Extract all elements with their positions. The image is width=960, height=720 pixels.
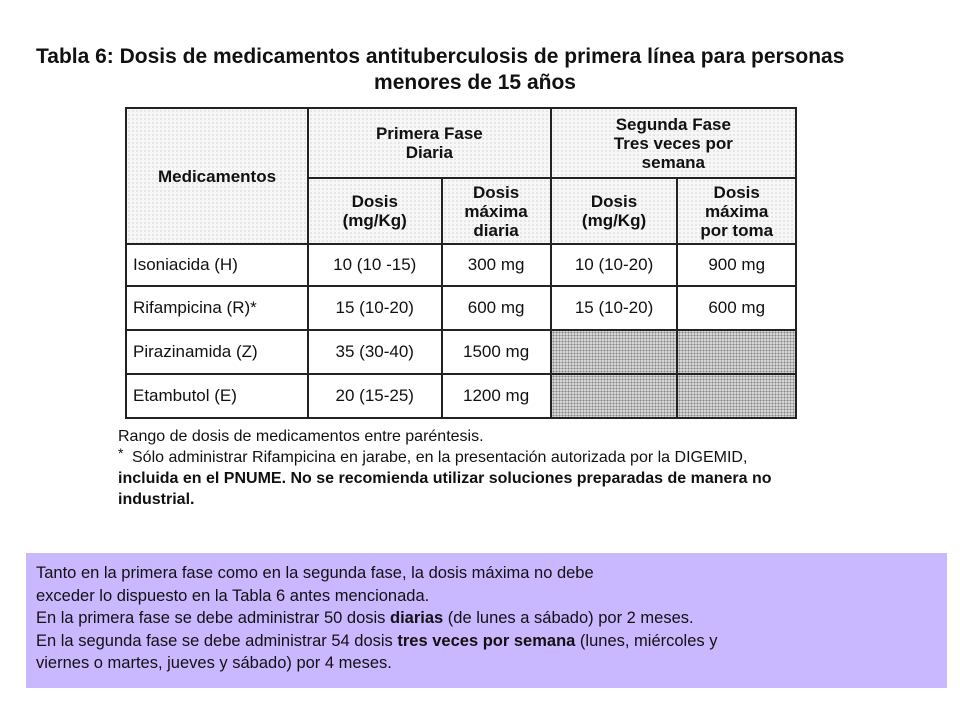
drug-name: Etambutol (E) xyxy=(126,374,308,418)
note-rifampicina xyxy=(118,447,933,468)
max-phase1: 600 mg xyxy=(442,286,551,330)
max-phase1: 300 mg xyxy=(442,244,551,286)
shaded-cell xyxy=(677,374,796,418)
header-primera-fase: Primera Fase Diaria xyxy=(308,108,551,178)
header-segunda-fase: Segunda Fase Tres veces por semana xyxy=(551,108,796,178)
header-dosis-2: Dosis (mg/Kg) xyxy=(551,178,678,244)
dose-phase1: 20 (15-25) xyxy=(308,374,442,418)
summary-line-4: En la segunda fase se debe administrar 54 dosis tres veces por semana (lunes, miércoles y xyxy=(36,631,718,650)
table-row xyxy=(126,330,796,374)
summary-line-1: Tanto en la primera fase como en la segunda fase, la dosis máxima no debe xyxy=(36,564,594,582)
header-medicamentos: Medicamentos xyxy=(126,108,308,244)
summary-line-2: exceder lo dispuesto en la Tabla 6 antes mencionada. xyxy=(36,586,430,605)
title-line-1: Tabla 6: Dosis de medicamentos antituberculosis de primera línea para personas xyxy=(36,45,845,68)
note-pnume-line2: industrial. xyxy=(118,491,195,508)
summary-line-5: viernes o martes, jueves y sábado) por 4 meses. xyxy=(36,654,392,672)
dose-phase2: 10 (10-20) xyxy=(551,244,678,286)
max-phase1: 1500 mg xyxy=(442,330,551,374)
note-pnume-line1: incluida en el PNUME. No se recomienda utilizar soluciones preparadas de manera no xyxy=(118,470,772,487)
drug-name: Isoniacida (H) xyxy=(126,244,308,286)
max-phase1: 1200 mg xyxy=(442,374,551,418)
dose-phase2: 15 (10-20) xyxy=(551,286,678,330)
shaded-cell xyxy=(551,330,678,374)
title-line-2: menores de 15 años xyxy=(374,71,576,94)
header-max-1: Dosis máxima diaria xyxy=(442,178,551,244)
max-phase2: 900 mg xyxy=(677,244,796,286)
note-rifampicina-text: Sólo administrar Rifampicina en jarabe, en la presentación autorizada por la DIGEMID, xyxy=(132,449,748,466)
dose-phase1: 10 (10 -15) xyxy=(308,244,442,286)
table-row xyxy=(126,286,796,330)
shaded-cell xyxy=(677,330,796,374)
drug-name: Rifampicina (R)* xyxy=(126,286,308,330)
summary-box xyxy=(26,553,947,688)
note-pnume xyxy=(118,468,933,510)
dose-phase1: 35 (30-40) xyxy=(308,330,442,374)
drug-name: Pirazinamida (Z) xyxy=(126,330,308,374)
shaded-cell xyxy=(551,374,678,418)
asterisk: * xyxy=(118,445,124,461)
max-phase2: 600 mg xyxy=(677,286,796,330)
table-notes xyxy=(118,426,933,510)
document-title xyxy=(30,44,900,96)
header-max-2: Dosis máxima por toma xyxy=(677,178,796,244)
dose-table xyxy=(125,107,797,419)
note-range: Rango de dosis de medicamentos entre paréntesis. xyxy=(118,428,484,445)
header-dosis-1: Dosis (mg/Kg) xyxy=(308,178,442,244)
summary-line-3: En la primera fase se debe administrar 50 dosis diarias (de lunes a sábado) por 2 meses. xyxy=(36,609,694,627)
table-row xyxy=(126,244,796,286)
table-row xyxy=(126,374,796,418)
dose-phase1: 15 (10-20) xyxy=(308,286,442,330)
